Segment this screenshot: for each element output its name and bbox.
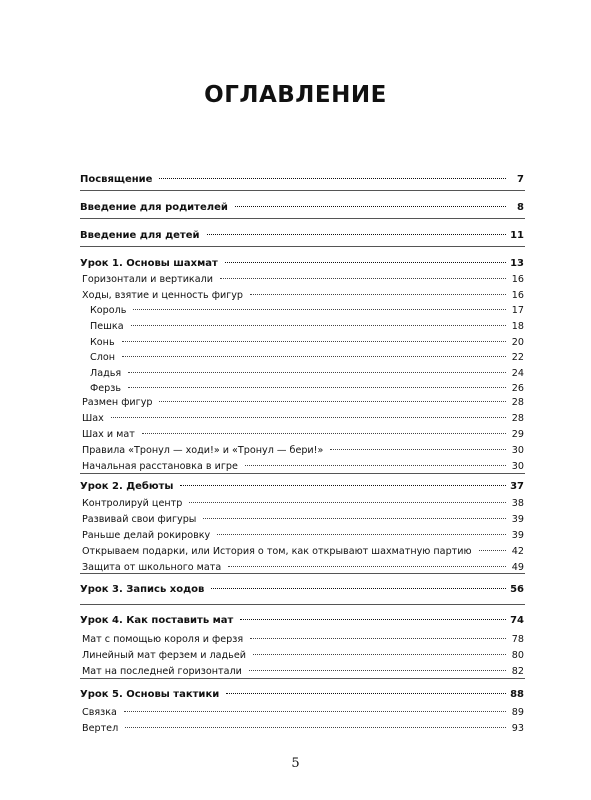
- toc-entry-page: 42: [511, 546, 524, 557]
- toc-entry-title: Урок 1. Основы шахмат: [80, 258, 218, 269]
- toc-entry-title: Линейный мат ферзем и ладьей: [82, 650, 246, 661]
- toc-entry-page: 16: [511, 274, 524, 285]
- toc-subsection-entry: [82, 666, 524, 677]
- dot-leader: [220, 278, 506, 279]
- toc-entry-page: 89: [511, 707, 524, 718]
- dot-leader: [122, 341, 506, 342]
- toc-subsection-entry: [90, 305, 524, 316]
- toc-entry-title: Размен фигур: [82, 397, 153, 408]
- dot-leader: [124, 711, 506, 712]
- toc-entry-page: 17: [511, 305, 524, 316]
- toc-entry-page: 24: [511, 368, 524, 379]
- toc-section-entry: [80, 202, 524, 213]
- toc-subsection-entry: [82, 562, 524, 573]
- toc-entry-page: 38: [511, 498, 524, 509]
- toc-entry-title: Слон: [90, 352, 115, 363]
- section-divider: [80, 190, 525, 191]
- toc-entry-title: Урок 5. Основы тактики: [80, 689, 220, 700]
- toc-entry-title: Введение для родителей: [80, 202, 228, 213]
- toc-subsection-entry: [82, 274, 524, 285]
- dot-leader: [479, 550, 506, 551]
- section-divider: [80, 573, 525, 574]
- toc-entry-page: 74: [510, 615, 524, 626]
- dot-leader: [128, 372, 506, 373]
- toc-entry-title: Шах и мат: [82, 429, 135, 440]
- toc-entry-title: Ладья: [90, 368, 122, 379]
- dot-leader: [225, 262, 506, 263]
- toc-entry-page: 37: [510, 481, 524, 492]
- toc-subsection-entry: [82, 461, 524, 472]
- toc-entry-title: Пешка: [90, 321, 124, 332]
- toc-entry-title: Открываем подарки, или История о том, как открывают шахматную партию: [82, 546, 472, 557]
- toc-subsection-entry: [90, 368, 524, 379]
- toc-section-entry: [80, 615, 524, 626]
- toc-entry-page: 39: [511, 514, 524, 525]
- toc-entry-title: Введение для детей: [80, 230, 200, 241]
- toc-subsection-entry: [90, 337, 524, 348]
- dot-leader: [250, 638, 506, 639]
- toc-subsection-entry: [82, 650, 524, 661]
- toc-subsection-entry: [90, 352, 524, 363]
- toc-entry-page: 56: [510, 584, 524, 595]
- dot-leader: [142, 433, 506, 434]
- toc-entry-title: Горизонтали и вертикали: [82, 274, 213, 285]
- toc-subsection-entry: [82, 514, 524, 525]
- toc-section-entry: [80, 230, 524, 241]
- toc-entry-title: Защита от школьного мата: [82, 562, 222, 573]
- toc-entry-title: Король: [90, 305, 127, 316]
- dot-leader: [189, 502, 506, 503]
- toc-entry-title: Мат с помощью короля и ферзя: [82, 634, 244, 645]
- toc-entry-page: 28: [511, 397, 524, 408]
- toc-subsection-entry: [82, 445, 524, 456]
- toc-subsection-entry: [82, 413, 524, 424]
- dot-leader: [131, 325, 506, 326]
- toc-entry-title: Контролируй центр: [82, 498, 183, 509]
- toc-subsection-entry: [82, 397, 524, 408]
- toc-entry-title: Правила «Тронул — ходи!» и «Тронул — бери!»: [82, 445, 324, 456]
- dot-leader: [203, 518, 506, 519]
- toc-entry-page: 88: [510, 689, 524, 700]
- dot-leader: [211, 588, 506, 589]
- toc-entry-title: Ферзь: [90, 383, 122, 394]
- section-divider: [80, 246, 525, 247]
- dot-leader: [128, 387, 506, 388]
- dot-leader: [125, 727, 506, 728]
- toc-subsection-entry: [90, 383, 524, 394]
- dot-leader: [133, 309, 506, 310]
- toc-subsection-entry: [82, 546, 524, 557]
- toc-entry-title: Мат на последней горизонтали: [82, 666, 242, 677]
- toc-entry-page: 80: [511, 650, 524, 661]
- toc-entry-page: 22: [511, 352, 524, 363]
- dot-leader: [180, 485, 506, 486]
- section-divider: [80, 473, 525, 474]
- toc-entry-title: Конь: [90, 337, 115, 348]
- page-title: ОГЛАВЛЕНИЕ: [204, 82, 387, 108]
- toc-entry-page: 18: [511, 321, 524, 332]
- dot-leader: [235, 206, 506, 207]
- toc-entry-title: Вертел: [82, 723, 119, 734]
- toc-entry-page: 16: [511, 290, 524, 301]
- toc-section-entry: [80, 689, 524, 700]
- dot-leader: [330, 449, 506, 450]
- dot-leader: [249, 670, 506, 671]
- toc-entry-title: Урок 3. Запись ходов: [80, 584, 205, 595]
- page-number: 5: [291, 756, 300, 771]
- toc-entry-page: 39: [511, 530, 524, 541]
- dot-leader: [111, 417, 506, 418]
- dot-leader: [245, 465, 506, 466]
- toc-entry-title: Начальная расстановка в игре: [82, 461, 238, 472]
- toc-subsection-entry: [82, 707, 524, 718]
- dot-leader: [240, 619, 506, 620]
- dot-leader: [228, 566, 506, 567]
- dot-leader: [207, 234, 506, 235]
- toc-section-entry: [80, 584, 524, 595]
- toc-entry-title: Раньше делай рокировку: [82, 530, 211, 541]
- toc-entry-page: 13: [510, 258, 524, 269]
- toc-section-entry: [80, 258, 524, 269]
- dot-leader: [159, 178, 506, 179]
- toc-entry-page: 28: [511, 413, 524, 424]
- toc-entry-page: 20: [511, 337, 524, 348]
- dot-leader: [217, 534, 506, 535]
- toc-entry-page: 8: [517, 202, 524, 213]
- toc-entry-page: 7: [517, 174, 524, 185]
- toc-entry-title: Связка: [82, 707, 117, 718]
- toc-subsection-entry: [82, 634, 524, 645]
- section-divider: [80, 218, 525, 219]
- toc-entry-page: 49: [511, 562, 524, 573]
- toc-subsection-entry: [82, 429, 524, 440]
- toc-entry-title: Посвящение: [80, 174, 153, 185]
- toc-entry-page: 93: [511, 723, 524, 734]
- section-divider: [80, 678, 525, 679]
- toc-entry-page: 29: [511, 429, 524, 440]
- toc-entry-page: 30: [511, 445, 524, 456]
- toc-subsection-entry: [90, 321, 524, 332]
- dot-leader: [122, 356, 506, 357]
- toc-entry-page: 78: [511, 634, 524, 645]
- section-divider: [80, 604, 525, 605]
- toc-entry-page: 11: [510, 230, 524, 241]
- dot-leader: [159, 401, 506, 402]
- toc-entry-title: Ходы, взятие и ценность фигур: [82, 290, 243, 301]
- toc-subsection-entry: [82, 723, 524, 734]
- toc-entry-title: Урок 4. Как поставить мат: [80, 615, 234, 626]
- toc-subsection-entry: [82, 290, 524, 301]
- toc-section-entry: [80, 174, 524, 185]
- toc-subsection-entry: [82, 530, 524, 541]
- toc-entry-title: Урок 2. Дебюты: [80, 481, 174, 492]
- dot-leader: [250, 294, 506, 295]
- toc-entry-page: 30: [511, 461, 524, 472]
- toc-entry-title: Шах: [82, 413, 104, 424]
- toc-entry-title: Развивай свои фигуры: [82, 514, 197, 525]
- toc-section-entry: [80, 481, 524, 492]
- toc-entry-page: 26: [511, 383, 524, 394]
- toc-entry-page: 82: [511, 666, 524, 677]
- dot-leader: [253, 654, 506, 655]
- dot-leader: [226, 693, 506, 694]
- toc-subsection-entry: [82, 498, 524, 509]
